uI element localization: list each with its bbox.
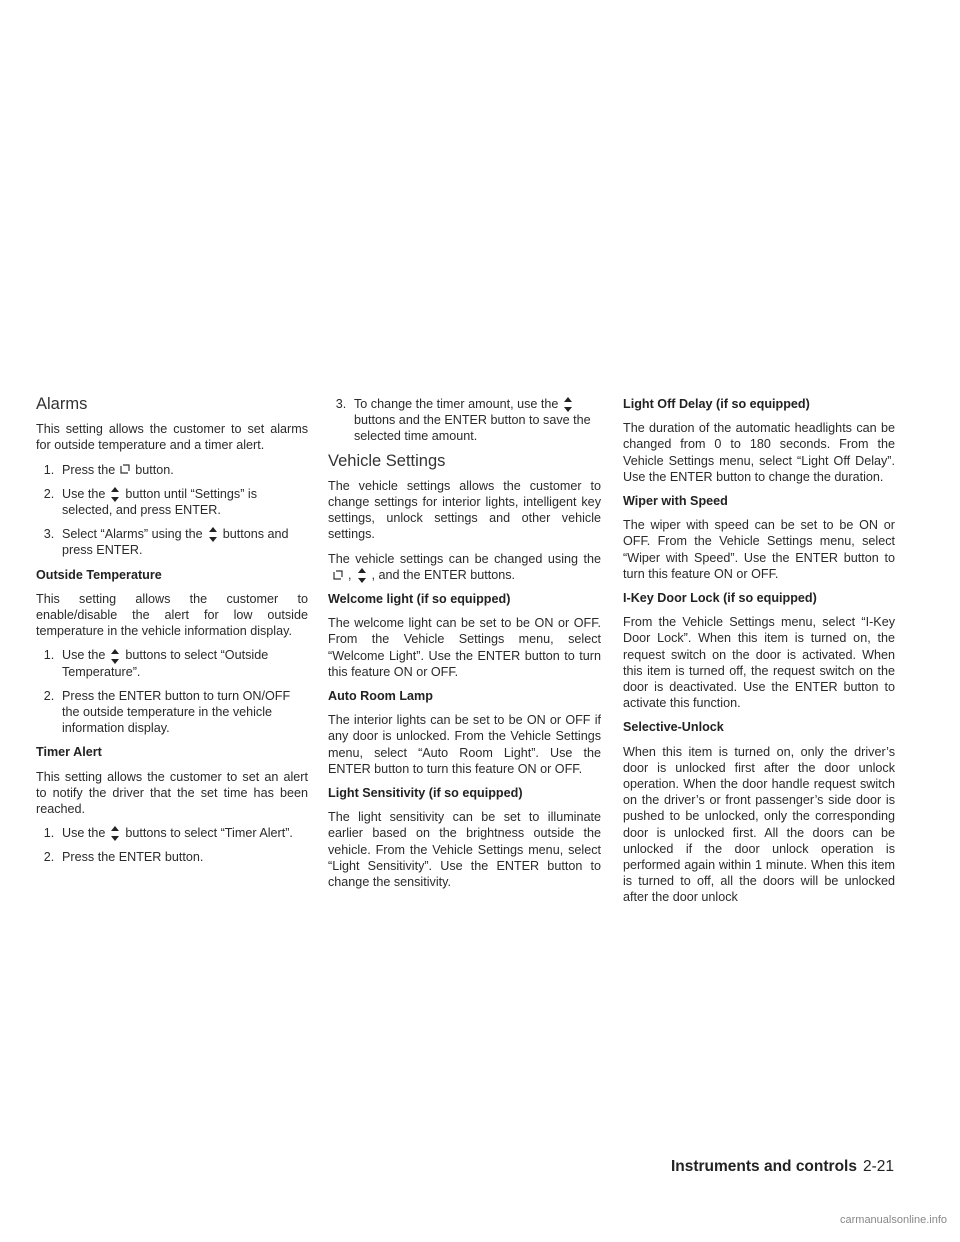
page-number: 2-21 <box>862 1158 894 1175</box>
page-footer <box>671 1158 894 1176</box>
column-1 <box>36 396 308 874</box>
outside-temperature-step-1: 1. Use the buttons to select “Outside Temperature”. <box>43 648 269 679</box>
selective-unlock-heading: Selective-Unlock <box>623 720 724 735</box>
timer-alert-step-3: 3. To change the timer amount, use the buttons and the ENTER button to save the selected time amount. <box>335 397 591 444</box>
auto-room-lamp-heading: Auto Room Lamp <box>328 689 433 704</box>
back-icon <box>115 464 135 476</box>
wiper-with-speed-heading: Wiper with Speed <box>623 494 728 509</box>
outside-temperature-steps <box>36 647 308 736</box>
timer-alert-steps <box>36 825 308 865</box>
light-sensitivity-text: The light sensitivity can be set to illuminate earlier based on the brightness outside the vehicle. From the Vehicle Settings menu, select “Light Sensitivity”. Use the ENTER button to change the sensitivity. <box>328 810 601 890</box>
column-3 <box>623 396 895 914</box>
up-down-arrows-icon <box>105 487 125 502</box>
alarms-steps <box>36 462 308 559</box>
vehicle-settings-intro: The vehicle settings allows the customer to change settings for interior lights, intelligent key settings, unlock settings and other vehicle settings. <box>328 478 601 542</box>
up-down-arrows-icon <box>203 527 223 542</box>
welcome-light-heading: Welcome light (if so equipped) <box>328 592 511 607</box>
outside-temperature-intro: This setting allows the customer to enable/disable the alert for low outside temperature in the vehicle information display. <box>36 591 308 639</box>
outside-temperature-heading: Outside Temperature <box>36 567 162 582</box>
vehicle-settings-changed-using: The vehicle settings can be changed using the , , and the ENTER buttons. <box>328 551 601 582</box>
timer-alert-step-2: 2. Press the ENTER button. <box>43 850 204 865</box>
timer-alert-step-1: 1. Use the buttons to select “Timer Alert”. <box>43 826 293 841</box>
timer-alert-heading: Timer Alert <box>36 745 102 760</box>
up-down-arrows-icon <box>558 397 578 412</box>
vehicle-settings-heading: Vehicle Settings <box>328 451 446 470</box>
alarms-step-2: 2. Use the button until “Settings” is selected, and press ENTER. <box>43 486 258 518</box>
welcome-light-text: The welcome light can be set to be ON or OFF. From the Vehicle Settings menu, select “Welcome Light”. Use the ENTER button to turn this feature ON or OFF. <box>328 616 601 679</box>
timer-alert-steps-continued <box>328 396 601 445</box>
up-down-arrows-icon <box>105 826 125 841</box>
footer-section-title: Instruments and controls <box>670 1158 857 1175</box>
selective-unlock-text: When this item is turned on, only the driver’s door is unlocked first after the door unlock operation. When the door handle request switch on the driver’s or front passenger’s side door is pushed to be unlocked, only the corresponding door is unlocked first. All the doors can be unlocked if the door unlock operation is performed again within 1 minute. When this item is turned to off, all the doors will be unlocked after the door unlock <box>623 744 895 905</box>
up-down-arrows-icon <box>105 649 125 664</box>
column-2 <box>328 396 601 898</box>
outside-temperature-step-2: 2. Press the ENTER button to turn ON/OFF the outside temperature in the vehicle information display. <box>43 688 291 736</box>
wiper-with-speed-text: The wiper with speed can be set to be ON or OFF. From the Vehicle Settings menu, select “Wiper with Speed”. Use the ENTER button to turn this feature ON or OFF. <box>623 518 895 581</box>
light-sensitivity-heading: Light Sensitivity (if so equipped) <box>328 786 523 801</box>
ikey-door-lock-heading: I-Key Door Lock (if so equipped) <box>623 591 817 606</box>
light-off-delay-text: The duration of the automatic headlights can be changed from 0 to 180 seconds. From the Vehicle Settings menu, select “Light Off Delay”. Use the ENTER button to change the duration. <box>623 421 895 484</box>
alarms-step-1: 1. Press the button. <box>43 462 174 477</box>
auto-room-lamp-text: The interior lights can be set to be ON or OFF if any door is unlocked. From the Vehicle Settings menu, select “Auto Room Light”. Use the ENTER button to turn this feature ON or OFF. <box>328 713 601 776</box>
light-off-delay-heading: Light Off Delay (if so equipped) <box>623 397 810 411</box>
alarms-heading: Alarms <box>36 395 88 413</box>
up-down-arrows-icon <box>352 568 372 583</box>
alarms-step-3: 3. Select “Alarms” using the buttons and press ENTER. <box>43 527 289 558</box>
ikey-door-lock-text: From the Vehicle Settings menu, select “I-Key Door Lock”. When this item is turned on, the request switch on the door is activated. When this item is turned off, the request switch on the door is deactivated. Use the ENTER button to activate this function. <box>623 615 895 711</box>
alarms-intro: This setting allows the customer to set alarms for outside temperature and a timer alert. <box>36 422 308 453</box>
timer-alert-intro: This setting allows the customer to set an alert to notify the driver that the set time has been reached. <box>36 769 308 817</box>
back-icon <box>328 570 348 582</box>
watermark: carmanualsonline.info <box>840 1214 948 1226</box>
